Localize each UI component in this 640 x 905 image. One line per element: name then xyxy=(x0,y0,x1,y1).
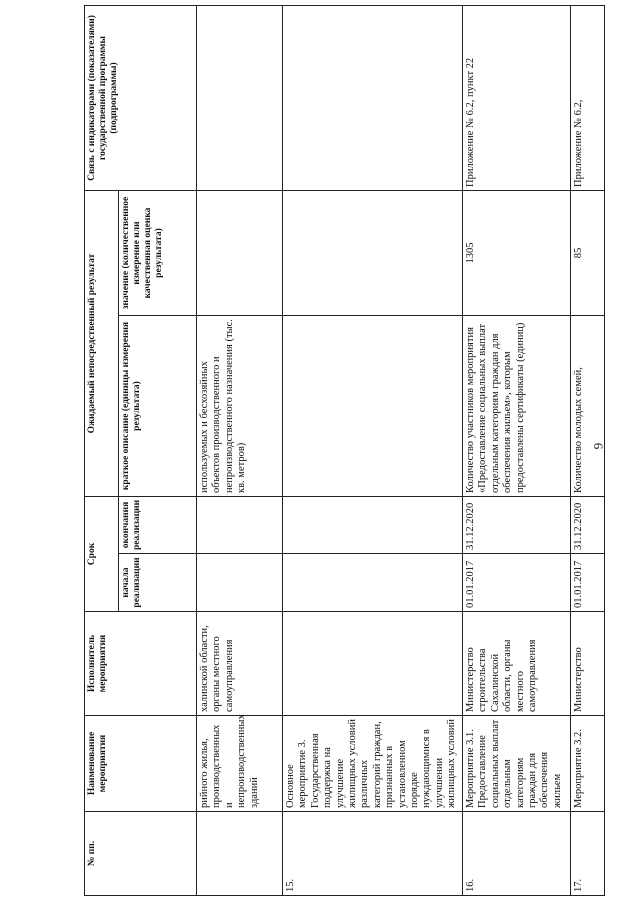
cell-no: 17. xyxy=(571,812,605,896)
cell-start xyxy=(283,554,463,612)
cell-link xyxy=(197,6,283,191)
header-result: Ожидаемый непосредственный результат xyxy=(85,191,119,497)
cell-result-desc xyxy=(283,316,463,497)
cell-no: 15. xyxy=(283,812,463,896)
header-name: Наименование мероприятия xyxy=(85,716,197,812)
header-result-value: значение (количественное измерение или качественная оценка результата) xyxy=(119,191,197,316)
cell-executor xyxy=(283,612,463,716)
header-no: № пп. xyxy=(85,812,197,896)
cell-end: 31.12.2020 xyxy=(463,497,571,554)
cell-result-value xyxy=(197,191,283,316)
table-row xyxy=(197,6,283,896)
cell-end: 31.12.2020 xyxy=(571,497,605,554)
cell-result-desc: Количество участников мероприятия «Предоставление социальных выплат отдельным категориям граждан для обеспечения жильем», которым предоставлены сертификаты (единиц) xyxy=(463,316,571,497)
cell-name: Мероприятие 3.1. Предоставление социальных выплат отдельным категориям граждан для обеспечения жильем xyxy=(463,716,571,812)
cell-link: Приложение № 6.2, пункт 22 xyxy=(463,6,571,191)
cell-start: 01.01.2017 xyxy=(571,554,605,612)
cell-name: рийного жилья, производственных и непроизводственных зданий xyxy=(197,716,283,812)
cell-end xyxy=(283,497,463,554)
header-start: начала реализации xyxy=(119,554,197,612)
header-result-desc: краткое описание (единицы измерения результата) xyxy=(119,316,197,497)
cell-result-value xyxy=(283,191,463,316)
cell-start xyxy=(197,554,283,612)
header-end: окончания реализации xyxy=(119,497,197,554)
measures-table xyxy=(84,5,605,896)
cell-end xyxy=(197,497,283,554)
table-row xyxy=(463,6,571,896)
cell-link: Приложение № 6.2, xyxy=(571,6,605,191)
cell-result-value: 85 xyxy=(571,191,605,316)
cell-name: Основное мероприятие 3. Государственная поддержка на улучшение жилищных условий различных категорий граждан, признанных в установленном порядке нуждающимися в улучшении жилищных условий xyxy=(283,716,463,812)
cell-link xyxy=(283,6,463,191)
cell-start: 01.01.2017 xyxy=(463,554,571,612)
cell-result-desc: Количество молодых семей, xyxy=(571,316,605,497)
cell-executor: Министерство строительства Сахалинской области, органы местного самоуправления xyxy=(463,612,571,716)
page-number: 6 xyxy=(591,442,606,450)
cell-no: 16. xyxy=(463,812,571,896)
cell-result-value: 1305 xyxy=(463,191,571,316)
table-row xyxy=(283,6,463,896)
cell-executor: халинской области, органы местного самоуправления xyxy=(197,612,283,716)
cell-name: Мероприятие 3.2. xyxy=(571,716,605,812)
header-executor: Исполнитель мероприятия xyxy=(85,612,197,716)
cell-no xyxy=(197,812,283,896)
rotated-table-container xyxy=(84,6,584,896)
cell-executor: Министерство xyxy=(571,612,605,716)
cell-result-desc: используемых и бесхозяйных объектов производственного и непроизводственного назначения (тыс. кв. метров) xyxy=(197,316,283,497)
header-link: Связь с индикаторами (показателями) государственной программы (подпрограммы) xyxy=(85,6,197,191)
table-row xyxy=(571,6,605,896)
header-term: Срок xyxy=(85,497,119,612)
